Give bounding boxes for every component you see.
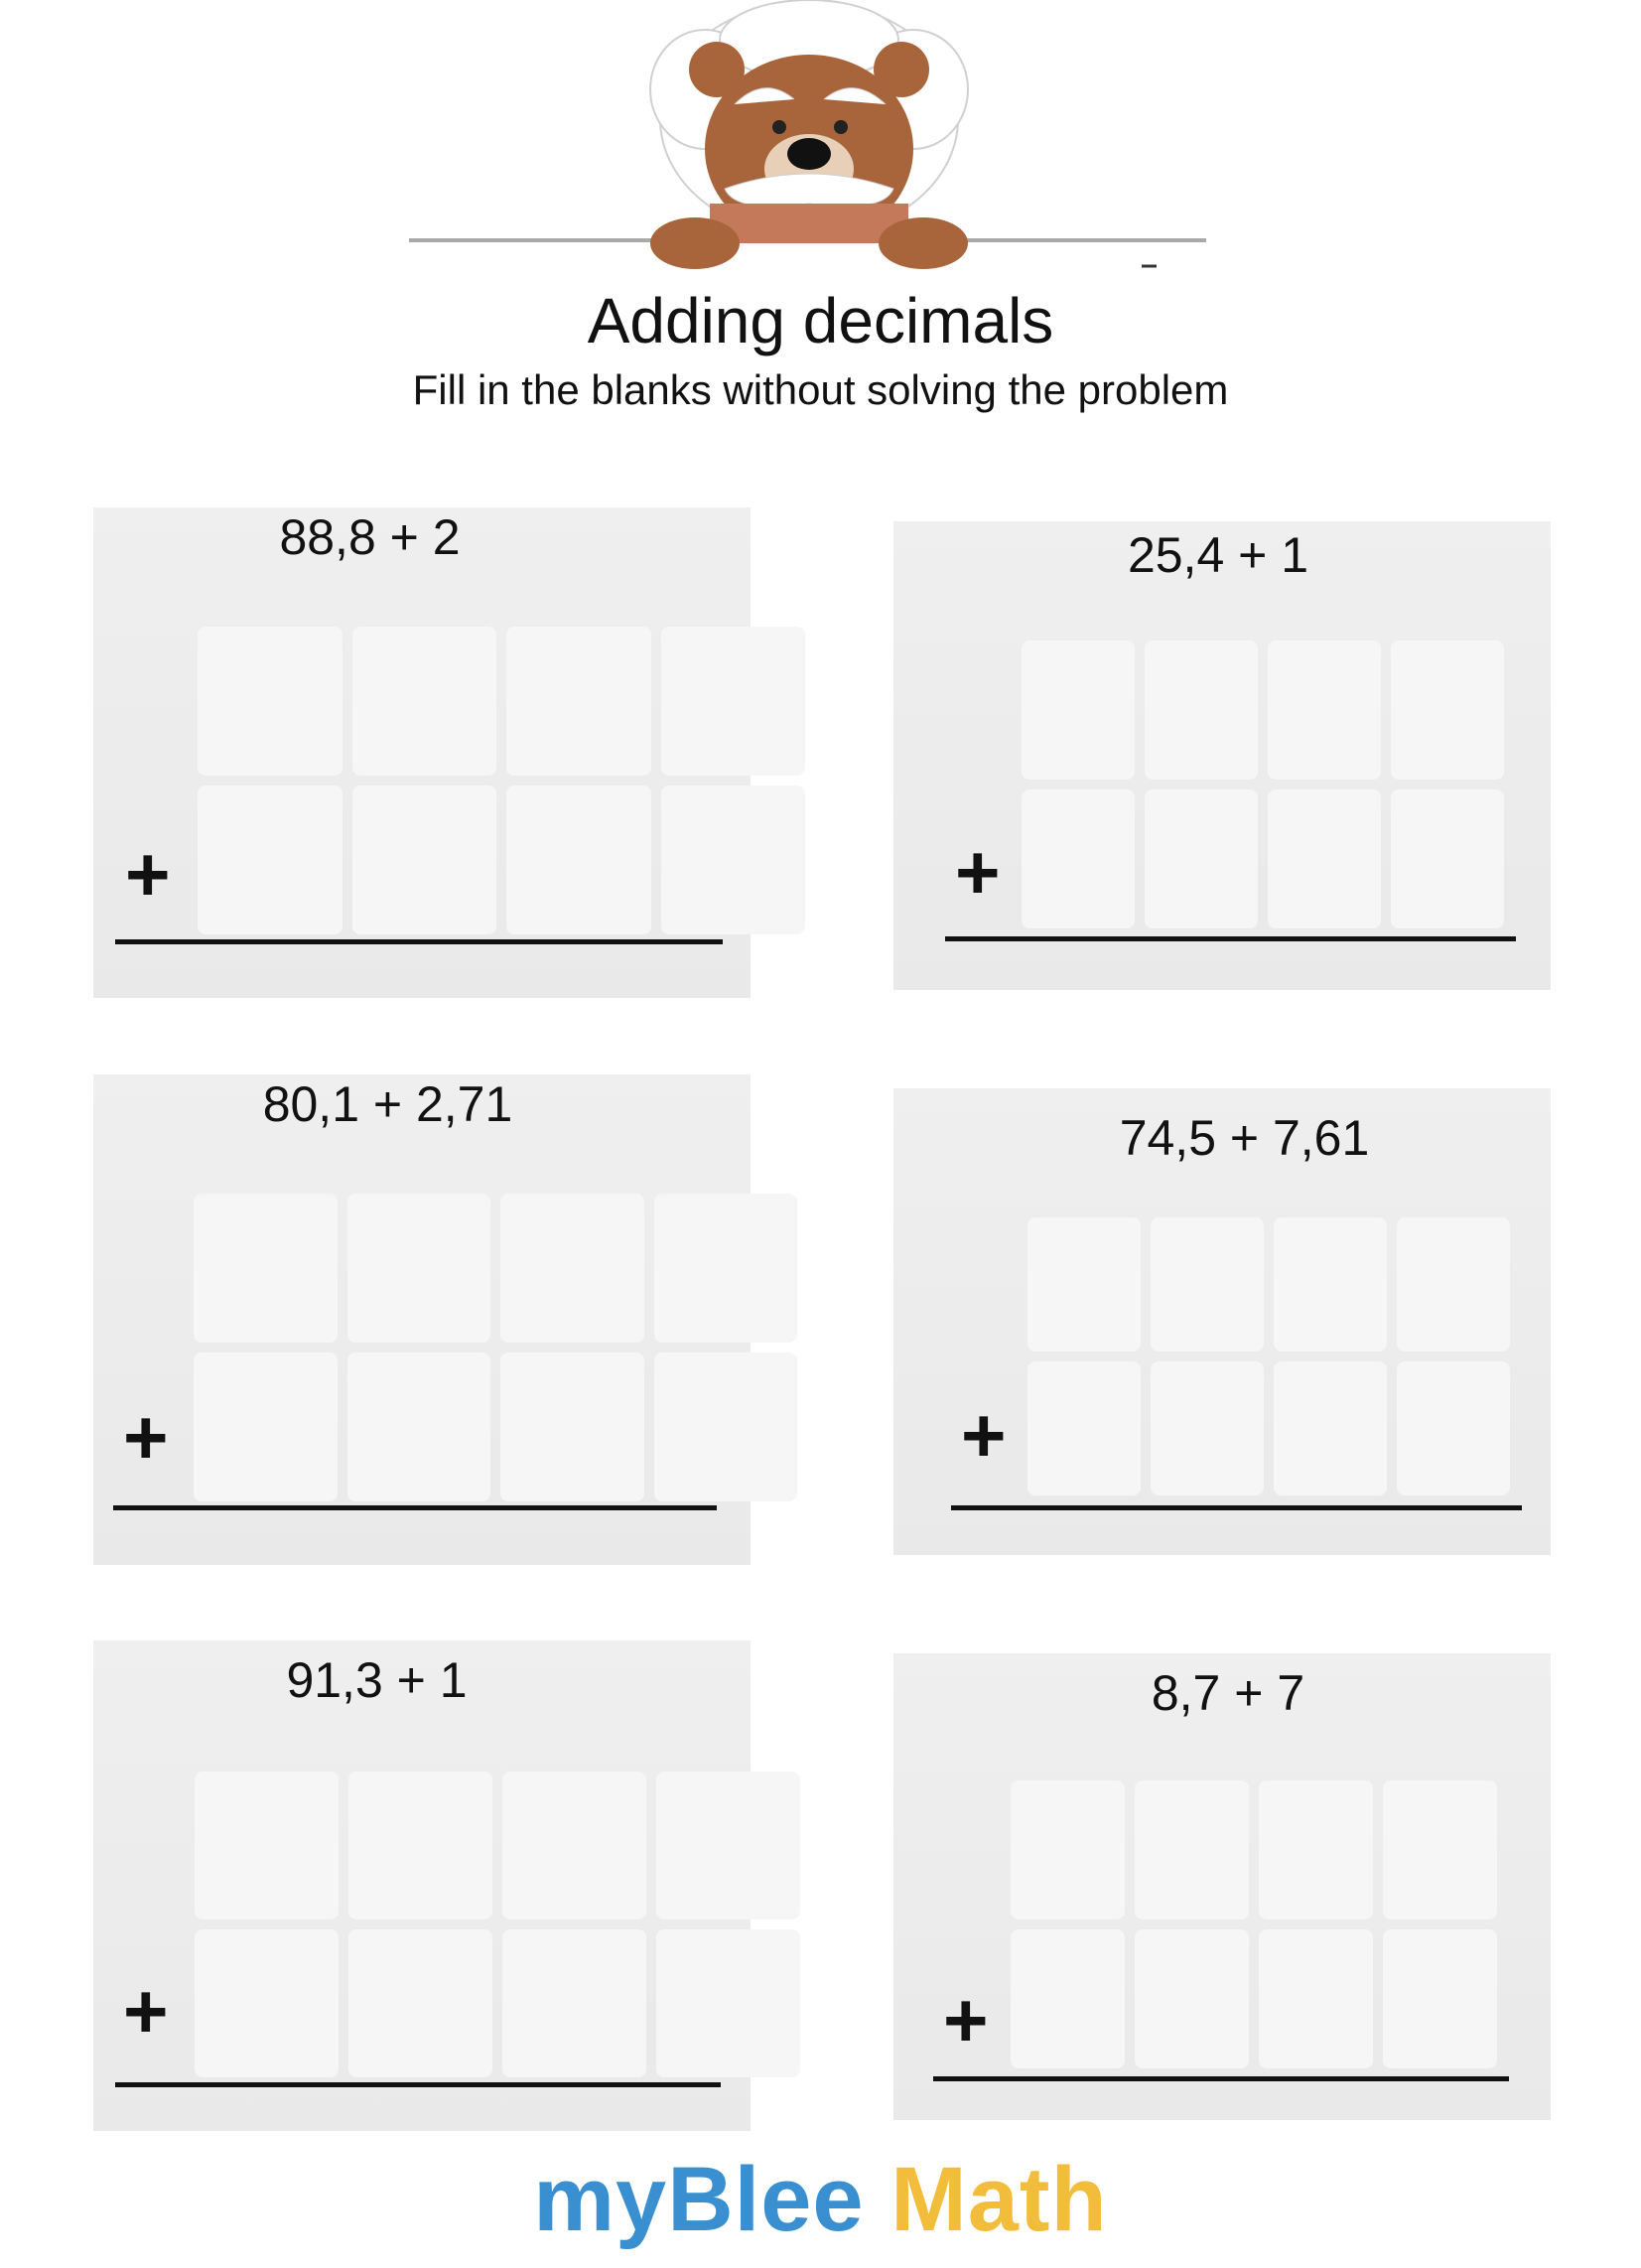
digit-box-top[interactable]	[1397, 1217, 1510, 1351]
digit-box-bottom[interactable]	[654, 1352, 798, 1501]
digit-box-top[interactable]	[1011, 1780, 1125, 1919]
page-subtitle: Fill in the blanks without solving the problem	[412, 366, 1229, 413]
problem-card	[893, 1653, 1551, 2120]
problem-expression: 88,8 + 2	[279, 509, 461, 565]
plus-sign: +	[961, 1391, 1007, 1479]
digit-box-bottom[interactable]	[506, 785, 651, 934]
plus-sign: +	[123, 1967, 169, 2055]
digit-grid	[195, 1772, 800, 2077]
plus-sign: +	[123, 1393, 169, 1481]
problem-card	[93, 507, 751, 998]
plus-sign: +	[125, 830, 171, 918]
digit-box-bottom[interactable]	[1011, 1929, 1125, 2068]
digit-box-bottom[interactable]	[194, 1352, 338, 1501]
digit-box-top[interactable]	[348, 1772, 492, 1919]
digit-box-top[interactable]	[506, 627, 651, 776]
digit-box-bottom[interactable]	[1135, 1929, 1249, 2068]
sum-line	[951, 1505, 1522, 1510]
digit-box-bottom[interactable]	[1145, 789, 1258, 928]
problem-card	[893, 1088, 1551, 1555]
digit-box-top[interactable]	[352, 627, 497, 776]
page-title: Adding decimals	[587, 285, 1054, 356]
problem-expression: 80,1 + 2,71	[262, 1076, 513, 1132]
problem-card	[93, 1640, 751, 2131]
sum-line	[933, 2076, 1509, 2081]
digit-box-top[interactable]	[500, 1194, 644, 1343]
sum-line	[115, 2082, 721, 2087]
digit-box-top[interactable]	[656, 1772, 800, 1919]
plus-sign: +	[943, 1976, 989, 2063]
digit-box-bottom[interactable]	[1397, 1361, 1510, 1495]
digit-box-bottom[interactable]	[348, 1929, 492, 2077]
digit-box-top[interactable]	[194, 1194, 338, 1343]
digit-box-top[interactable]	[1027, 1217, 1141, 1351]
sum-line	[945, 936, 1516, 941]
digit-box-top[interactable]	[1145, 640, 1258, 780]
sum-line	[113, 1505, 717, 1510]
digit-box-bottom[interactable]	[195, 1929, 339, 2077]
problem-expression: 91,3 + 1	[286, 1652, 468, 1708]
brand-logo	[0, 2145, 1641, 2254]
digit-box-bottom[interactable]	[1022, 789, 1135, 928]
logo-text-myblee: myBlee	[533, 2149, 865, 2250]
digit-box-bottom[interactable]	[347, 1352, 491, 1501]
digit-box-bottom[interactable]	[1268, 789, 1381, 928]
digit-box-bottom[interactable]	[1151, 1361, 1264, 1495]
plus-sign: +	[955, 828, 1001, 916]
digit-box-top[interactable]	[654, 1194, 798, 1343]
digit-box-top[interactable]	[1268, 640, 1381, 780]
digit-box-top[interactable]	[198, 627, 342, 776]
digit-box-top[interactable]	[661, 627, 806, 776]
problem-card	[93, 1074, 751, 1565]
digit-grid	[198, 627, 805, 934]
digit-box-top[interactable]	[502, 1772, 646, 1919]
digit-box-top[interactable]	[1391, 640, 1504, 780]
digit-box-top[interactable]	[1135, 1780, 1249, 1919]
digit-box-top[interactable]	[347, 1194, 491, 1343]
digit-box-bottom[interactable]	[500, 1352, 644, 1501]
digit-box-top[interactable]	[1383, 1780, 1497, 1919]
digit-box-bottom[interactable]	[656, 1929, 800, 2077]
digit-box-bottom[interactable]	[1391, 789, 1504, 928]
problem-card	[893, 521, 1551, 990]
digit-box-bottom[interactable]	[661, 785, 806, 934]
digit-box-bottom[interactable]	[198, 785, 342, 934]
problem-expression: 8,7 + 7	[1151, 1665, 1305, 1721]
digit-box-top[interactable]	[1259, 1780, 1373, 1919]
mascot-illustration	[407, 0, 1231, 278]
problem-expression: 25,4 + 1	[1127, 527, 1309, 583]
sum-line	[115, 939, 723, 944]
digit-box-bottom[interactable]	[1383, 1929, 1497, 2068]
digit-grid	[1027, 1217, 1510, 1495]
digit-grid	[1011, 1780, 1497, 2068]
digit-box-top[interactable]	[195, 1772, 339, 1919]
digit-grid	[194, 1194, 797, 1501]
digit-box-bottom[interactable]	[352, 785, 497, 934]
digit-box-bottom[interactable]	[502, 1929, 646, 2077]
digit-box-top[interactable]	[1274, 1217, 1387, 1351]
digit-box-top[interactable]	[1151, 1217, 1264, 1351]
digit-box-bottom[interactable]	[1259, 1929, 1373, 2068]
digit-box-top[interactable]	[1022, 640, 1135, 780]
digit-box-bottom[interactable]	[1027, 1361, 1141, 1495]
digit-box-bottom[interactable]	[1274, 1361, 1387, 1495]
problem-expression: 74,5 + 7,61	[1119, 1110, 1370, 1166]
logo-text-math: Math	[890, 2149, 1108, 2250]
digit-grid	[1022, 640, 1504, 928]
